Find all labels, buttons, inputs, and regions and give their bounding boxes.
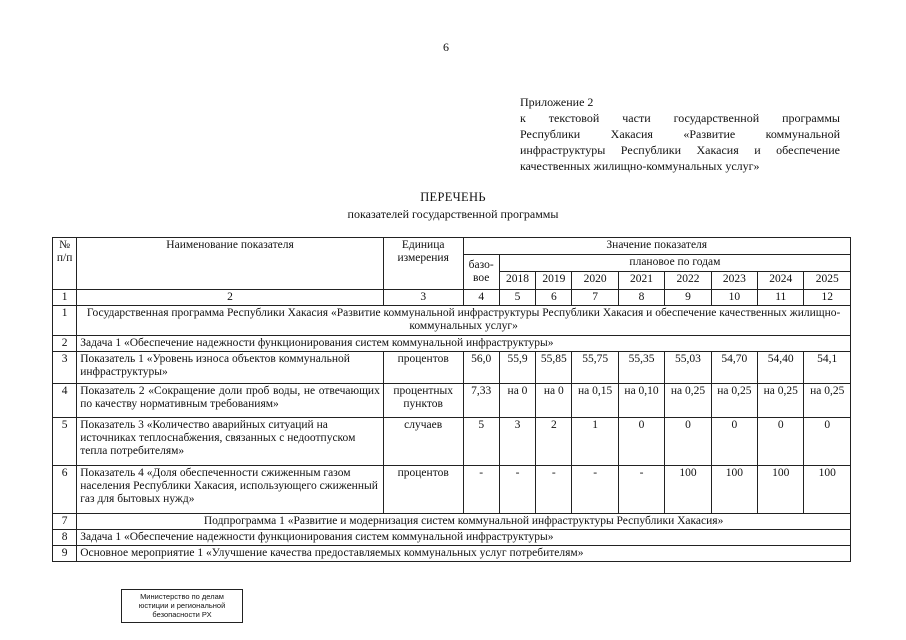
indicator-value: на 0,10 xyxy=(618,384,664,418)
row-number: 4 xyxy=(53,384,77,418)
row-number: 9 xyxy=(53,546,77,562)
table-row xyxy=(53,418,851,466)
indicator-base: 5 xyxy=(463,418,499,466)
subprogram-title: Подпрограмма 1 «Развитие и модернизация систем коммунальной инфраструктуры Республики Хакасия» xyxy=(77,514,851,530)
header-value: Значение показателя xyxy=(463,238,850,255)
column-number: 11 xyxy=(758,290,804,306)
annex-line-2: к текстовой части государственной программы xyxy=(520,111,840,125)
table-row xyxy=(53,530,851,546)
indicator-value: - xyxy=(536,466,572,514)
indicator-value: 54,70 xyxy=(711,352,757,384)
indicator-value: 100 xyxy=(758,466,804,514)
annex-line-5: качественных жилищно-коммунальных услуг» xyxy=(520,159,760,173)
annex-line-1: Приложение 2 xyxy=(520,95,594,109)
indicator-base: 7,33 xyxy=(463,384,499,418)
column-number: 10 xyxy=(711,290,757,306)
indicators-table xyxy=(52,237,851,562)
header-year: 2018 xyxy=(499,272,535,290)
row-number: 7 xyxy=(53,514,77,530)
table-row xyxy=(53,384,851,418)
column-number: 6 xyxy=(536,290,572,306)
header-base: базо-вое xyxy=(463,255,499,290)
page-number: 6 xyxy=(443,40,449,54)
indicator-value: 3 xyxy=(499,418,535,466)
annex-line-4: инфраструктуры Республики Хакасия и обеспечение xyxy=(520,143,840,157)
indicator-value: 0 xyxy=(665,418,711,466)
table-row xyxy=(53,546,851,562)
indicator-value: на 0 xyxy=(536,384,572,418)
indicator-value: 0 xyxy=(711,418,757,466)
indicator-value: 55,35 xyxy=(618,352,664,384)
indicator-value: 100 xyxy=(665,466,711,514)
indicator-base: 56,0 xyxy=(463,352,499,384)
indicator-unit: процентов xyxy=(383,466,463,514)
header-num: № п/п xyxy=(53,238,77,290)
task-title: Задача 1 «Обеспечение надежности функционирования систем коммунальной инфраструктуры» xyxy=(77,530,851,546)
indicator-value: 100 xyxy=(804,466,851,514)
column-number: 9 xyxy=(665,290,711,306)
indicator-value: на 0,15 xyxy=(572,384,618,418)
indicator-value: - xyxy=(618,466,664,514)
column-number: 1 xyxy=(53,290,77,306)
row-number: 8 xyxy=(53,530,77,546)
indicator-value: 0 xyxy=(804,418,851,466)
table-row xyxy=(53,336,851,352)
indicator-value: 55,9 xyxy=(499,352,535,384)
indicator-name: Показатель 4 «Доля обеспеченности сжиженным газом населения Республики Хакасия, использующего сжиженный газ для бытовых нужд» xyxy=(77,466,384,514)
indicator-value: на 0 xyxy=(499,384,535,418)
header-unit: Единица измерения xyxy=(383,238,463,290)
header-name: Наименование показателя xyxy=(77,238,384,290)
indicator-value: на 0,25 xyxy=(665,384,711,418)
indicator-base: - xyxy=(463,466,499,514)
column-number: 8 xyxy=(618,290,664,306)
indicator-value: 54,1 xyxy=(804,352,851,384)
indicator-value: - xyxy=(572,466,618,514)
column-number: 4 xyxy=(463,290,499,306)
header-year: 2023 xyxy=(711,272,757,290)
indicator-unit: процентных пунктов xyxy=(383,384,463,418)
indicator-value: 0 xyxy=(618,418,664,466)
document-title: ПЕРЕЧЕНЬ xyxy=(420,190,486,204)
header-planned: плановое по годам xyxy=(499,255,850,272)
table-row xyxy=(53,306,851,336)
header-year: 2019 xyxy=(536,272,572,290)
indicator-value: на 0,25 xyxy=(758,384,804,418)
indicator-value: 0 xyxy=(758,418,804,466)
annex-line-3: Республики Хакасия «Развитие коммунальной xyxy=(520,127,840,141)
row-number: 3 xyxy=(53,352,77,384)
indicator-value: 55,75 xyxy=(572,352,618,384)
task-title: Задача 1 «Обеспечение надежности функционирования систем коммунальной инфраструктуры» xyxy=(77,336,851,352)
indicator-unit: случаев xyxy=(383,418,463,466)
header-year: 2025 xyxy=(804,272,851,290)
row-number: 2 xyxy=(53,336,77,352)
column-number: 12 xyxy=(804,290,851,306)
header-year: 2021 xyxy=(618,272,664,290)
header-year: 2022 xyxy=(665,272,711,290)
indicator-value: 55,03 xyxy=(665,352,711,384)
indicator-name: Показатель 2 «Сокращение доли проб воды, не отвечающих по качеству нормативным требованиям» xyxy=(77,384,384,418)
column-number: 3 xyxy=(383,290,463,306)
indicator-value: 2 xyxy=(536,418,572,466)
column-numbering-row xyxy=(53,290,851,306)
indicator-value: 54,40 xyxy=(758,352,804,384)
main-activity-title: Основное мероприятие 1 «Улучшение качества предоставляемых коммунальных услуг потребителям» xyxy=(77,546,851,562)
indicator-value: - xyxy=(499,466,535,514)
table-row xyxy=(53,514,851,530)
indicator-value: 1 xyxy=(572,418,618,466)
header-year: 2020 xyxy=(572,272,618,290)
row-number: 1 xyxy=(53,306,77,336)
indicator-unit: процентов xyxy=(383,352,463,384)
program-title: Государственная программа Республики Хакасия «Развитие коммунальной инфраструктуры Республики Хакасия и обеспечение качественных жилищно-коммунальных услуг» xyxy=(77,306,851,336)
indicator-name: Показатель 1 «Уровень износа объектов коммунальной инфраструктуры» xyxy=(77,352,384,384)
stamp-line-2: юстиции и региональной xyxy=(138,601,226,610)
column-number: 7 xyxy=(572,290,618,306)
document-subtitle: показателей государственной программы xyxy=(347,207,559,221)
indicator-value: 55,85 xyxy=(536,352,572,384)
annex-block xyxy=(520,94,840,174)
row-number: 5 xyxy=(53,418,77,466)
table-row xyxy=(53,466,851,514)
stamp-line-3: безопасности РХ xyxy=(152,610,212,619)
row-number: 6 xyxy=(53,466,77,514)
column-number: 2 xyxy=(77,290,384,306)
indicator-value: 100 xyxy=(711,466,757,514)
ministry-stamp xyxy=(121,589,243,623)
table-row xyxy=(53,352,851,384)
indicator-value: на 0,25 xyxy=(711,384,757,418)
indicator-name: Показатель 3 «Количество аварийных ситуаций на источниках теплоснабжения, связанных с недоотпуском тепла потребителям» xyxy=(77,418,384,466)
header-year: 2024 xyxy=(758,272,804,290)
stamp-line-1: Министерство по делам xyxy=(140,592,224,601)
indicator-value: на 0,25 xyxy=(804,384,851,418)
column-number: 5 xyxy=(499,290,535,306)
